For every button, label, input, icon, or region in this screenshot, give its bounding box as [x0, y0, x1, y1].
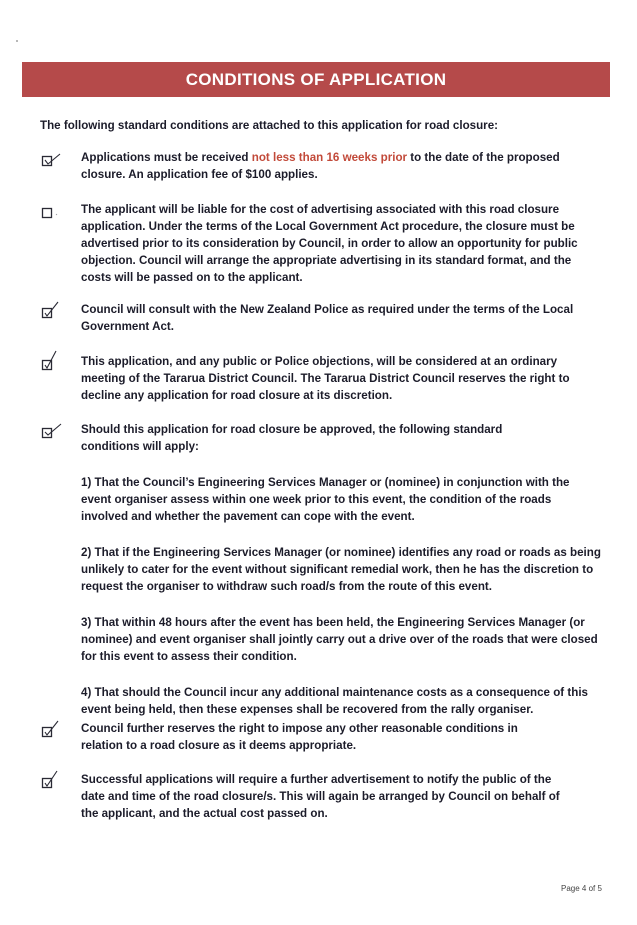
checkbox-ticked[interactable]	[42, 153, 62, 169]
condition-item	[42, 149, 602, 183]
checkbox-ticked[interactable]	[42, 305, 62, 321]
condition-text: Council further reserves the right to impose any other reasonable conditions in relation to a road closure as it deems appropriate.	[81, 722, 518, 752]
condition-text-part: to the date of the proposed closure. An application fee of $100 applies.	[81, 151, 560, 181]
condition-item	[42, 421, 602, 718]
page-number: Page 4 of 5	[561, 884, 602, 893]
condition-text-part: Applications must be received	[81, 151, 252, 164]
checkbox-ticked[interactable]	[42, 724, 62, 740]
condition-text: This application, and any public or Police objections, will be considered at an ordinary meeting of the Tararua District Council. The Tararua District Council reserves the right to decline any application for road closure at its discretion.	[81, 355, 570, 402]
scan-speck	[16, 40, 18, 42]
section-title: CONDITIONS OF APPLICATION	[185, 69, 447, 89]
condition-item	[42, 720, 602, 754]
sub-condition: 4) That should the Council incur any additional maintenance costs as a consequence of this event being held, then these expenses shall be recovered from the rally organiser.	[81, 686, 589, 716]
condition-text: The applicant will be liable for the cost of advertising associated with this road closure application. Under the terms of the Local Government Act procedure, the closure must be advertised prior to its consideration by Council, in order to allow an opportunity for public objection. Council will arrange the appropriate advertising in its standard format, and the costs will be passed on to the applicant.	[81, 203, 578, 284]
checkbox-ticked[interactable]	[42, 775, 62, 791]
condition-item	[42, 201, 602, 286]
checkbox-empty[interactable]	[42, 205, 62, 221]
sub-condition: 2) That if the Engineering Services Manager (or nominee) identifies any road or roads as being unlikely to cater for the event without significant remedial work, then he has the discretion to request the organiser to withdraw such road/s from the route of this event.	[81, 546, 601, 593]
condition-text: Should this application for road closure be approved, the following standard conditions will apply:	[81, 423, 503, 453]
condition-text: Council will consult with the New Zealand Police as required under the terms of the Local Government Act.	[81, 303, 574, 333]
deadline-highlight: not less than 16 weeks prior	[251, 151, 408, 164]
intro-text: The following standard conditions are attached to this application for road closure:	[40, 119, 498, 132]
sub-condition: 1) That the Council’s Engineering Services Manager or (nominee) in conjunction with the event organiser assess within one week prior to this event, the condition of the roads involved and whether the pavement can cope with the event.	[81, 476, 570, 523]
condition-item	[42, 301, 602, 335]
condition-text	[81, 149, 581, 183]
sub-condition: 3) That within 48 hours after the event has been held, the Engineering Services Manager (or nominee) and event organiser shall jointly carry out a drive over of the roads that were closed for this event to assess their condition.	[81, 616, 598, 663]
condition-item	[42, 771, 602, 822]
section-header-banner	[22, 62, 610, 97]
condition-item	[42, 353, 602, 404]
checkbox-ticked[interactable]	[42, 425, 62, 441]
condition-text: Successful applications will require a further advertisement to notify the public of the date and time of the road closure/s. This will again be arranged by Council on behalf of the applicant, and the actual cost passed on.	[81, 773, 560, 820]
checkbox-ticked[interactable]	[42, 357, 62, 373]
sub-conditions-list	[81, 474, 602, 718]
